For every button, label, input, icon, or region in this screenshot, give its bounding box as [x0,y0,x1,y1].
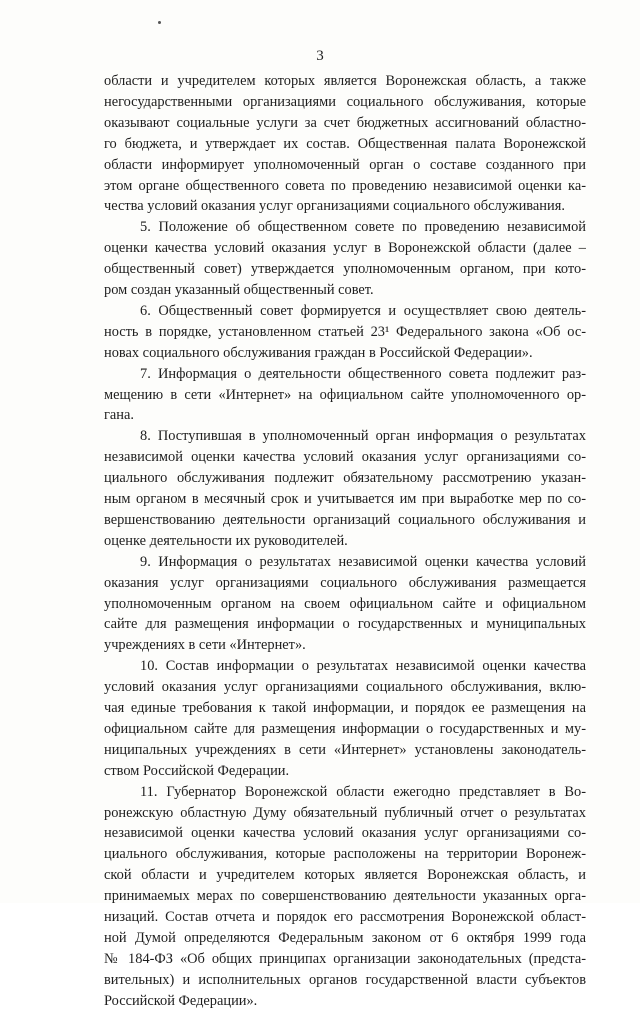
text-line: циального обслуживания подлежит обязательному рассмотрению указан- [104,470,586,487]
text-line: гана. [104,407,134,424]
text-line: области и учредителем которых является Воронежская область, а также [104,73,586,89]
text-line: сайте для размещения информации о государственных и муниципальных [104,616,586,633]
paragraph-8-first-line: 8. Поступившая в уполномоченный орган информация о результатах [140,428,586,445]
text-line: независимой оценки качества условий оказания услуг организациями со- [104,825,586,842]
text-line: условий оказания услуг организациями социального обслуживания, вклю- [104,679,586,696]
text-line: ронежскую областную Думу обязательный публичный отчет о результатах [104,804,586,821]
text-line: независимой оценки качества условий оказания услуг организациями со- [104,449,586,466]
text-line: чая единые требования к такой информации, и порядок ее размещения на [104,700,586,716]
text-line: негосударственными организациями социального обслуживания, которые [104,93,586,110]
text-line: оценке деятельности их руководителей. [104,532,348,549]
paragraph-11-first-line: 11. Губернатор Воронежской области ежегодно представляет в Во- [140,783,586,800]
text-line: го бюджета, и утверждает их состав. Общественная палата Воронежской [104,135,586,152]
text-line: ной Думой определяются Федеральным законом от 6 октября 1999 года [104,929,586,946]
paragraph-9-first-line: 9. Информация о результатах независимой оценки качества условий [140,553,586,570]
text-line: оказания услуг организациями социального обслуживания размещается [104,574,586,591]
text-line: ность в порядке, установленном статьей 23¹ Федерального закона «Об ос- [104,323,586,340]
text-line: ской области и учредителем которых является Воронежская область, и [104,867,586,884]
paragraph-10-first-line: 10. Состав информации о результатах независимой оценки качества [140,658,586,675]
text-line: ным органом в месячный срок и учитывается им при выработке мер по со- [104,491,586,507]
text-line: низаций. Состав отчета и порядок его рассмотрения Воронежской област- [104,909,586,925]
text-line: принимаемых мерах по совершенствованию деятельности указанных орга- [104,888,586,905]
text-line: мещению в сети «Интернет» на официальном сайте уполномоченного ор- [104,386,586,403]
text-line: официальном сайте для размещения информации о государственных и му- [104,720,586,737]
text-line: ством Российской Федерации. [104,762,290,779]
text-line: чества условий оказания услуг организациями социального обслуживания. [104,198,565,215]
text-line: оценки качества условий оказания услуг в Воронежской области (далее – [104,240,586,257]
paragraph-7-first-line: 7. Информация о деятельности общественного совета подлежит раз- [140,365,586,382]
text-line: циального обслуживания, которые расположены на территории Воронеж- [104,846,586,863]
text-line: этом органе общественного совета по проведению независимой оценки ка- [104,177,586,194]
scan-speck [158,21,161,24]
text-line: ниципальных учреждениях в сети «Интернет» установлены законодатель- [104,741,586,758]
text-line: области информирует уполномоченный орган о составе созданного при [104,156,586,173]
text-line: Российской Федерации». [104,992,258,1009]
text-line: № 184-ФЗ «Об общих принципах организации законодательных (предста- [104,950,586,967]
text-line: учреждениях в сети «Интернет». [104,637,306,654]
text-line: оказывают социальные услуги за счет бюджетных ассигнований областно- [104,114,586,131]
text-line: ром создан указанный общественный совет. [104,282,374,298]
text-line: уполномоченным органом на своем официальном сайте и официальном [104,595,586,612]
text-line: вершенствованию деятельности организаций социального обслуживания и [104,511,586,528]
paragraph-5-first-line: 5. Положение об общественном совете по проведению независимой [140,219,586,236]
text-line: общественный совет) утверждается уполномоченным органом, при кото- [104,261,586,278]
text-line: новах социального обслуживания граждан в Российской Федерации». [104,344,533,361]
page-number: 3 [316,48,324,64]
text-line: вительных) и исполнительных органов государственной власти субъектов [104,971,586,988]
paragraph-6-first-line: 6. Общественный совет формируется и осуществляет свою деятель- [140,302,586,319]
